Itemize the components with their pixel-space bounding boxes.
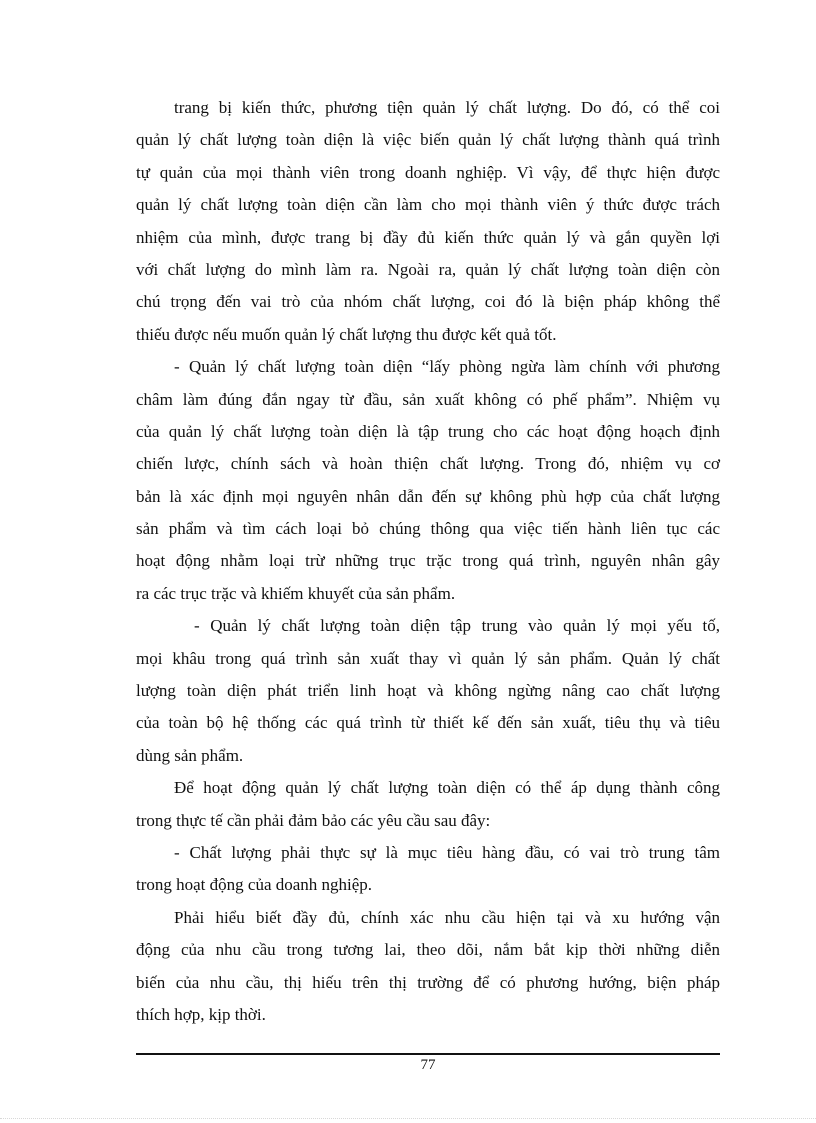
text-line: động của nhu cầu trong tương lai, theo dõi, nắm bắt kịp thời những diễn xyxy=(136,940,720,960)
text-line: Để hoạt động quản lý chất lượng toàn diện có thể áp dụng thành công xyxy=(174,778,720,798)
text-line: biến của nhu cầu, thị hiếu trên thị trường để có phương hướng, biện pháp xyxy=(136,972,720,992)
text-line: Phải hiểu biết đầy đủ, chính xác nhu cầu hiện tại và xu hướng vận xyxy=(174,907,720,927)
page-number: 77 xyxy=(420,1057,436,1073)
text-line: của quản lý chất lượng toàn diện là tập trung cho các hoạt động hoạch định xyxy=(136,421,720,441)
text-line: chiến lược, chính sách và hoàn thiện chất lượng. Trong đó, nhiệm vụ cơ xyxy=(136,454,720,474)
text-line: ra các trục trặc và khiếm khuyết của sản phẩm. xyxy=(136,583,456,603)
text-line: hoạt động nhằm loại trừ những trục trặc trong quá trình, nguyên nhân gây xyxy=(136,551,720,571)
document-body xyxy=(136,92,720,1031)
text-line: chú trọng đến vai trò của nhóm chất lượng, coi đó là biện pháp không thể xyxy=(136,292,720,312)
text-line: trong hoạt động của doanh nghiệp. xyxy=(136,875,373,895)
text-line: bản là xác định mọi nguyên nhân dẫn đến sự không phù hợp của chất lượng xyxy=(136,486,720,506)
text-line: - Quản lý chất lượng toàn diện tập trung vào quản lý mọi yếu tố, xyxy=(194,616,720,636)
text-line: - Quản lý chất lượng toàn diện “lấy phòng ngừa làm chính với phương xyxy=(174,357,720,377)
text-line: trong thực tế cần phải đảm bảo các yêu cầu sau đây: xyxy=(136,810,491,830)
text-line: trang bị kiến thức, phương tiện quản lý chất lượng. Do đó, có thể coi xyxy=(174,98,720,117)
text-line: quản lý chất lượng toàn diện là việc biến quản lý chất lượng thành quá trình xyxy=(136,130,720,150)
text-line: thích hợp, kịp thời. xyxy=(136,1004,266,1024)
text-line: thiếu được nếu muốn quản lý chất lượng thu được kết quả tốt. xyxy=(136,324,557,344)
text-line: quản lý chất lượng toàn diện cần làm cho mọi thành viên ý thức được trách xyxy=(136,195,720,215)
text-line: dùng sản phẩm. xyxy=(136,745,244,765)
text-line: nhiệm của mình, được trang bị đầy đủ kiến thức quản lý và gắn quyền lợi xyxy=(136,227,720,247)
text-line: lượng toàn diện phát triển linh hoạt và không ngừng nâng cao chất lượng xyxy=(136,681,720,701)
page-edge-divider xyxy=(0,1118,816,1119)
text-line: tự quản của mọi thành viên trong doanh nghiệp. Vì vậy, để thực hiện được xyxy=(136,162,720,182)
text-line: châm làm đúng đắn ngay từ đầu, sản xuất không có phế phẩm”. Nhiệm vụ xyxy=(136,389,720,409)
text-line: - Chất lượng phải thực sự là mục tiêu hàng đầu, có vai trò trung tâm xyxy=(174,842,720,862)
text-line: với chất lượng do mình làm ra. Ngoài ra, quản lý chất lượng toàn diện còn xyxy=(136,259,720,279)
text-line: mọi khâu trong quá trình sản xuất thay vì quản lý sản phẩm. Quản lý chất xyxy=(136,648,720,668)
text-line: sản phẩm và tìm cách loại bỏ chúng thông qua việc tiến hành liên tục các xyxy=(136,519,720,539)
text-line: của toàn bộ hệ thống các quá trình từ thiết kế đến sản xuất, tiêu thụ và tiêu xyxy=(136,713,720,733)
